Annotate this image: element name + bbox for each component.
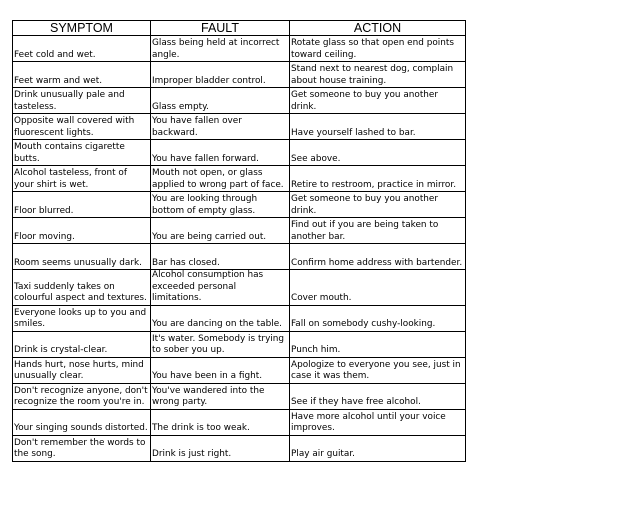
action-cell: Punch him. <box>290 331 466 357</box>
action-cell: Apologize to everyone you see, just in case it was them. <box>290 357 466 383</box>
fault-cell: Improper bladder control. <box>151 62 290 88</box>
fault-cell: Alcohol consumption has exceeded personal limitations. <box>151 270 290 306</box>
symptom-cell: Room seems unusually dark. <box>13 244 151 270</box>
header-symptom: SYMPTOM <box>13 21 151 36</box>
table-row <box>13 270 466 306</box>
action-cell: Get someone to buy you another drink. <box>290 88 466 114</box>
action-cell: Cover mouth. <box>290 270 466 306</box>
table-row <box>13 36 466 62</box>
fault-cell: You are looking through bottom of empty glass. <box>151 192 290 218</box>
table-row <box>13 140 466 166</box>
action-cell: Rotate glass so that open end points toward ceiling. <box>290 36 466 62</box>
table-row <box>13 357 466 383</box>
header-action: ACTION <box>290 21 466 36</box>
action-cell: See above. <box>290 140 466 166</box>
fault-cell: You are dancing on the table. <box>151 305 290 331</box>
action-cell: Fall on somebody cushy-looking. <box>290 305 466 331</box>
fault-cell: Glass being held at incorrect angle. <box>151 36 290 62</box>
symptom-cell: Your singing sounds distorted. <box>13 409 151 435</box>
table-row <box>13 218 466 244</box>
fault-cell: Glass empty. <box>151 88 290 114</box>
troubleshooting-table <box>12 20 466 462</box>
action-cell: See if they have free alcohol. <box>290 383 466 409</box>
table-row <box>13 62 466 88</box>
symptom-cell: Hands hurt, nose hurts, mind unusually clear. <box>13 357 151 383</box>
symptom-cell: Taxi suddenly takes on colourful aspect and textures. <box>13 270 151 306</box>
table-body <box>13 36 466 462</box>
action-cell: Retire to restroom, practice in mirror. <box>290 166 466 192</box>
table-row <box>13 305 466 331</box>
table-header <box>13 21 466 36</box>
fault-cell: Mouth not open, or glass applied to wrong part of face. <box>151 166 290 192</box>
header-row <box>13 21 466 36</box>
table-row <box>13 244 466 270</box>
fault-cell: The drink is too weak. <box>151 409 290 435</box>
action-cell: Stand next to nearest dog, complain about house training. <box>290 62 466 88</box>
symptom-cell: Mouth contains cigarette butts. <box>13 140 151 166</box>
header-fault: FAULT <box>151 21 290 36</box>
symptom-cell: Don't remember the words to the song. <box>13 435 151 461</box>
action-cell: Confirm home address with bartender. <box>290 244 466 270</box>
table-row <box>13 409 466 435</box>
symptom-cell: Drink is crystal-clear. <box>13 331 151 357</box>
table-row <box>13 114 466 140</box>
table-row <box>13 88 466 114</box>
table-row <box>13 435 466 461</box>
fault-cell: You have fallen over backward. <box>151 114 290 140</box>
symptom-cell: Drink unusually pale and tasteless. <box>13 88 151 114</box>
fault-cell: You have fallen forward. <box>151 140 290 166</box>
table-row <box>13 383 466 409</box>
symptom-cell: Feet warm and wet. <box>13 62 151 88</box>
fault-cell: Drink is just right. <box>151 435 290 461</box>
action-cell: Play air guitar. <box>290 435 466 461</box>
fault-cell: You have been in a fight. <box>151 357 290 383</box>
symptom-cell: Everyone looks up to you and smiles. <box>13 305 151 331</box>
table-row <box>13 166 466 192</box>
symptom-cell: Don't recognize anyone, don't recognize the room you're in. <box>13 383 151 409</box>
fault-cell: Bar has closed. <box>151 244 290 270</box>
action-cell: Have more alcohol until your voice improves. <box>290 409 466 435</box>
fault-cell: You are being carried out. <box>151 218 290 244</box>
action-cell: Get someone to buy you another drink. <box>290 192 466 218</box>
action-cell: Have yourself lashed to bar. <box>290 114 466 140</box>
symptom-cell: Feet cold and wet. <box>13 36 151 62</box>
fault-cell: It's water. Somebody is trying to sober you up. <box>151 331 290 357</box>
symptom-cell: Opposite wall covered with fluorescent lights. <box>13 114 151 140</box>
symptom-cell: Floor blurred. <box>13 192 151 218</box>
fault-cell: You've wandered into the wrong party. <box>151 383 290 409</box>
table-row <box>13 331 466 357</box>
symptom-cell: Alcohol tasteless, front of your shirt is wet. <box>13 166 151 192</box>
table-row <box>13 192 466 218</box>
action-cell: Find out if you are being taken to another bar. <box>290 218 466 244</box>
symptom-cell: Floor moving. <box>13 218 151 244</box>
